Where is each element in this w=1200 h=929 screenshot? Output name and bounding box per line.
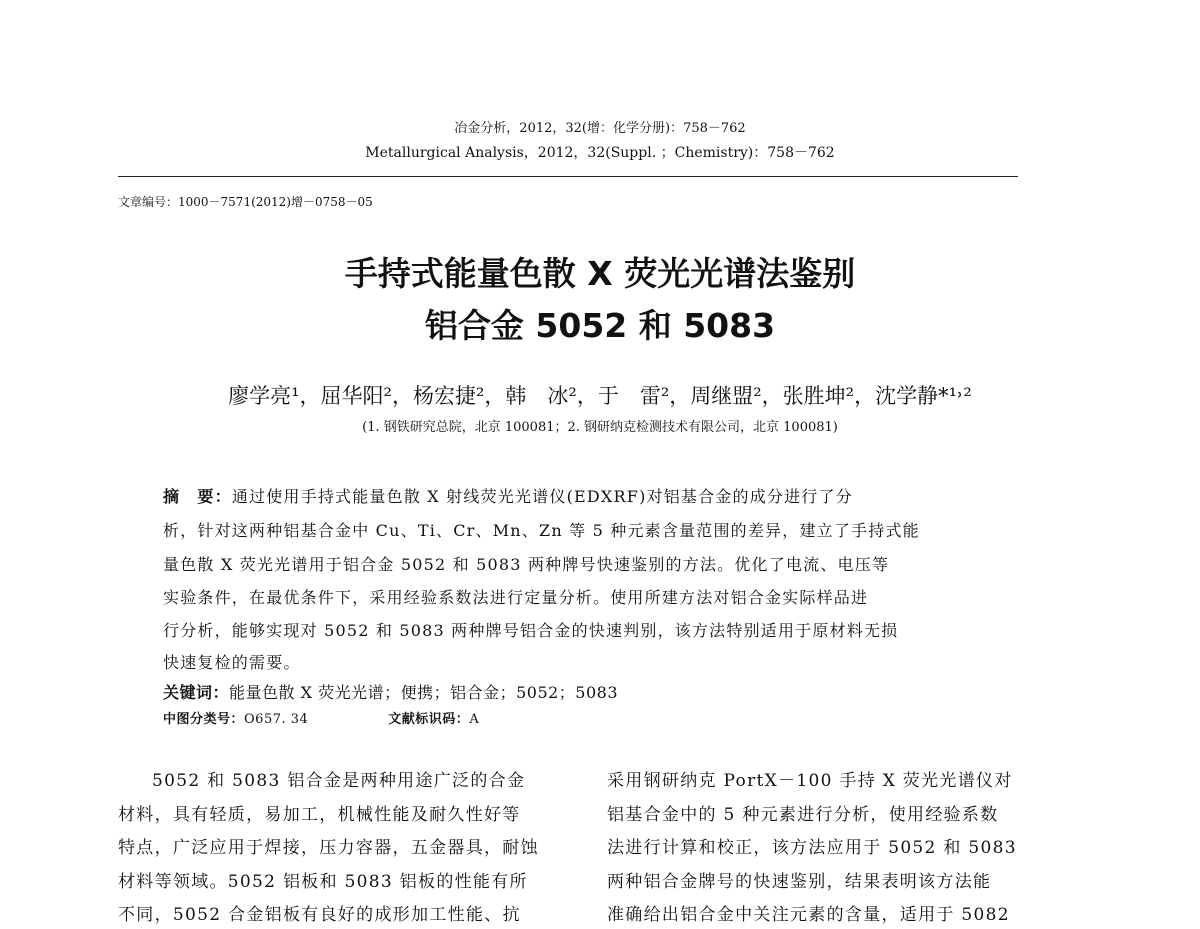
keywords-label: 关键词： <box>163 683 230 702</box>
body-left-line: 材料等领域。5052 铝板和 5083 铝板的性能有所 <box>118 872 528 892</box>
abstract-line: 析，针对这两种铝基合金中 Cu、Ti、Cr、Mn、Zn 等 5 种元素含量范围的差异，建立了手持式能 <box>163 521 920 540</box>
abstract-line: 量色散 X 荧光光谱用于铝合金 5052 和 5083 两种牌号快速鉴别的方法。优化了电流、电压等 <box>163 555 890 574</box>
keywords <box>163 680 618 703</box>
classification-label: 中图分类号： <box>163 712 245 727</box>
journal-header-cn: 冶金分析，2012，32(增：化学分册)：758－762 <box>454 121 746 136</box>
title-line-2: 铝合金 5052 和 5083 <box>424 306 776 345</box>
classification-value: O657. 34 <box>244 712 309 727</box>
header-rule <box>118 176 1018 177</box>
abstract-text: 通过使用手持式能量色散 X 射线荧光光谱仪(EDXRF)对铝基合金的成分进行了分 <box>231 487 853 506</box>
affiliations: (1. 钢铁研究总院，北京 100081；2. 钢研纳克检测技术有限公司，北京 100081) <box>362 420 838 435</box>
abstract-label: 摘 要： <box>163 487 232 506</box>
doc-code-label: 文献标识码： <box>388 712 470 727</box>
abstract-line: 行分析，能够实现对 5052 和 5083 两种牌号铝合金的快速判别，该方法特别适用于原材料无损 <box>163 621 899 640</box>
abstract-line: 快速复检的需要。 <box>163 653 301 672</box>
title-line-1: 手持式能量色散 X 荧光光谱法鉴别 <box>344 254 856 293</box>
body-right-line: 准确给出铝合金中关注元素的含量，适用于 5082 <box>607 905 1010 925</box>
abstract-line <box>163 484 853 507</box>
body-left-line: 特点，广泛应用于焊接，压力容器，五金器具，耐蚀 <box>118 838 539 858</box>
abstract-line: 实验条件，在最优条件下，采用经验系数法进行定量分析。使用所建方法对铝合金实际样品进 <box>163 588 869 607</box>
body-right-line: 法进行计算和校正，该方法应用于 5052 和 5083 <box>607 838 1017 858</box>
journal-header-en: Metallurgical Analysis，2012，32(Suppl. ；Chemistry)：758－762 <box>365 145 835 161</box>
body-left-line: 材料，具有轻质，易加工，机械性能及耐久性好等 <box>118 805 521 825</box>
article-number: 文章编号：1000－7571(2012)增－0758－05 <box>118 195 373 209</box>
classification <box>163 708 479 727</box>
keywords-value: 能量色散 X 荧光光谱；便携；铝合金；5052；5083 <box>229 683 619 702</box>
body-right-line: 铝基合金中的 5 种元素进行分析，使用经验系数 <box>607 805 999 825</box>
body-right-line: 两种铝合金牌号的快速鉴别，结果表明该方法能 <box>607 872 992 892</box>
authors: 廖学亮¹，屈华阳²，杨宏捷²，韩 冰²，于 雷²，周继盟²，张胜坤²，沈学静*¹˒² <box>228 384 972 408</box>
doc-code-value: A <box>469 712 480 727</box>
body-right-line: 采用钢研纳克 PortX－100 手持 X 荧光光谱仪对 <box>607 771 1013 791</box>
body-left-line: 5052 和 5083 铝合金是两种用途广泛的合金 <box>152 771 526 791</box>
body-left-line: 不同，5052 合金铝板有良好的成形加工性能、抗 <box>118 905 521 925</box>
